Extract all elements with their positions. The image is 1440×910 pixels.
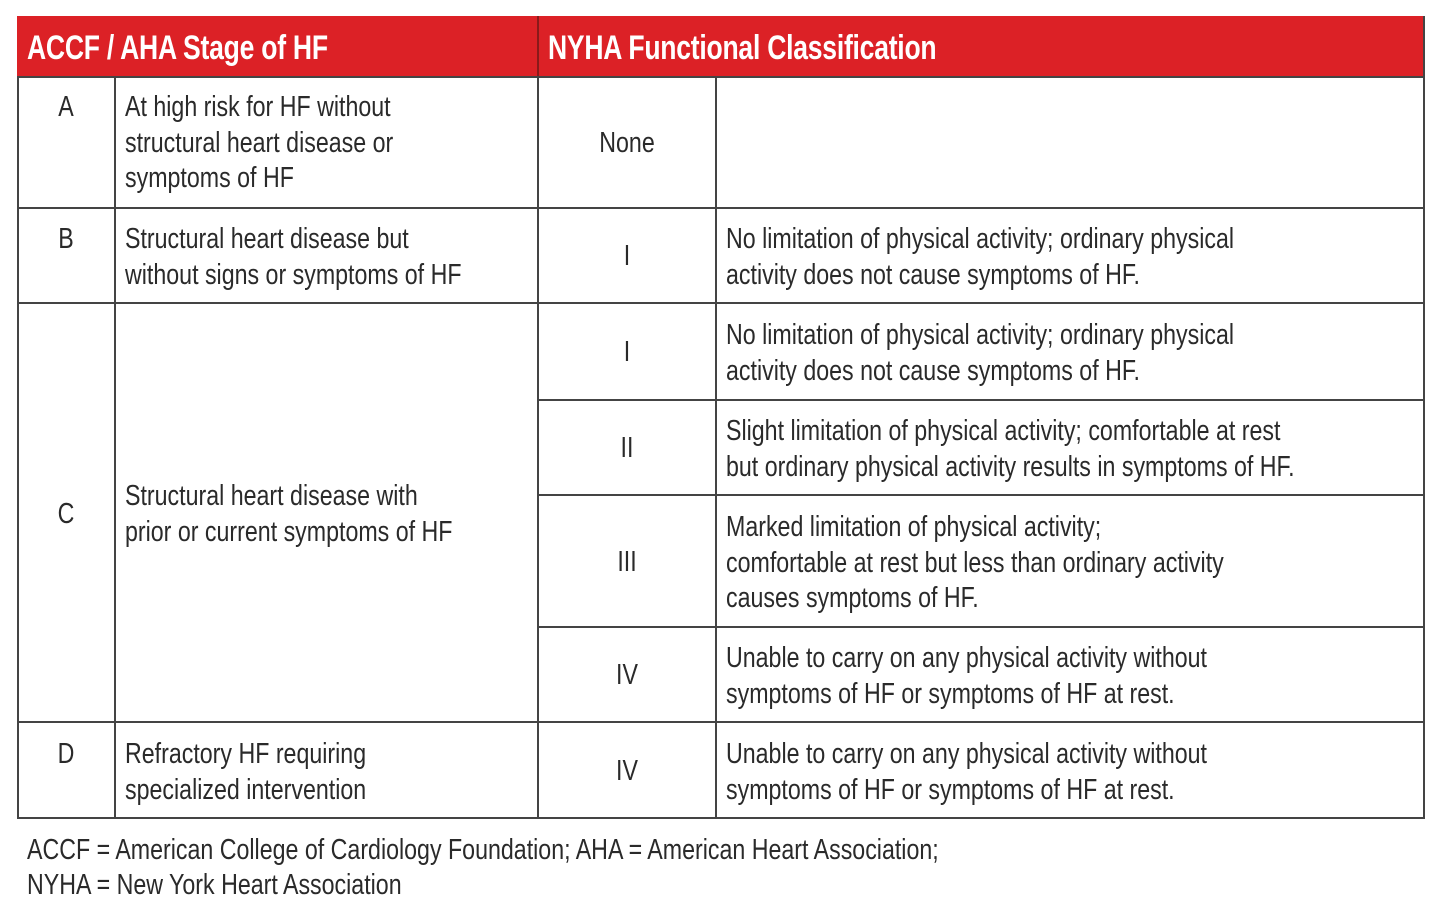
stage-letter: C: [57, 498, 75, 530]
table-bottom-border: [17, 817, 1425, 819]
nyha-description: No limitation of physical activity; ordinary physical activity does not cause symptoms of HF.: [726, 223, 1235, 291]
row-divider: [538, 626, 1425, 628]
footnote-line: ACCF = American College of Cardiology Foundation; AHA = American Heart Association;: [27, 834, 939, 866]
table-left-border: [17, 76, 19, 819]
footnote-line: NYHA = New York Heart Association: [27, 869, 402, 901]
nyha-description: Slight limitation of physical activity; comfortable at rest but ordinary physical activity results in symptoms of HF.: [726, 415, 1295, 483]
header-nyha-title: NYHA Functional Classification: [548, 29, 937, 67]
nyha-class: III: [617, 546, 637, 578]
nyha-class: IV: [616, 659, 638, 691]
stage-description: At high risk for HF without structural heart disease or symptoms of HF: [125, 91, 394, 194]
stage-letter: A: [58, 91, 74, 123]
row-divider: [538, 494, 1425, 496]
row-divider: [17, 302, 1425, 304]
header-divider: [537, 16, 539, 77]
nyha-class: I: [623, 336, 631, 368]
header-nyha: [538, 16, 1425, 77]
header-stage-title: ACCF / AHA Stage of HF: [27, 29, 328, 67]
stage-description: Structural heart disease with prior or current symptoms of HF: [125, 480, 453, 548]
row-divider: [17, 721, 1425, 723]
stage-description: Structural heart disease but without signs or symptoms of HF: [125, 223, 462, 291]
stage-letter: B: [58, 223, 74, 255]
nyha-class: I: [623, 240, 631, 272]
nyha-description: Unable to carry on any physical activity without symptoms of HF or symptoms of HF at rest.: [726, 738, 1207, 806]
stage-letter: D: [57, 738, 75, 770]
stage-description: Refractory HF requiring specialized intervention: [125, 738, 367, 806]
nyha-class: None: [599, 127, 655, 159]
nyha-description: No limitation of physical activity; ordinary physical activity does not cause symptoms of HF.: [726, 319, 1235, 387]
row-divider: [17, 207, 1425, 209]
col-divider: [114, 76, 116, 819]
nyha-description: Marked limitation of physical activity; comfortable at rest but less than ordinary activity causes symptoms of HF.: [726, 511, 1224, 614]
nyha-class: II: [620, 432, 634, 464]
footnote: [27, 833, 1167, 903]
nyha-class: IV: [616, 755, 638, 787]
row-divider: [538, 399, 1425, 401]
nyha-description: Unable to carry on any physical activity without symptoms of HF or symptoms of HF at rest.: [726, 642, 1207, 710]
table-top-border: [17, 76, 1425, 78]
header-stage: [17, 16, 538, 77]
